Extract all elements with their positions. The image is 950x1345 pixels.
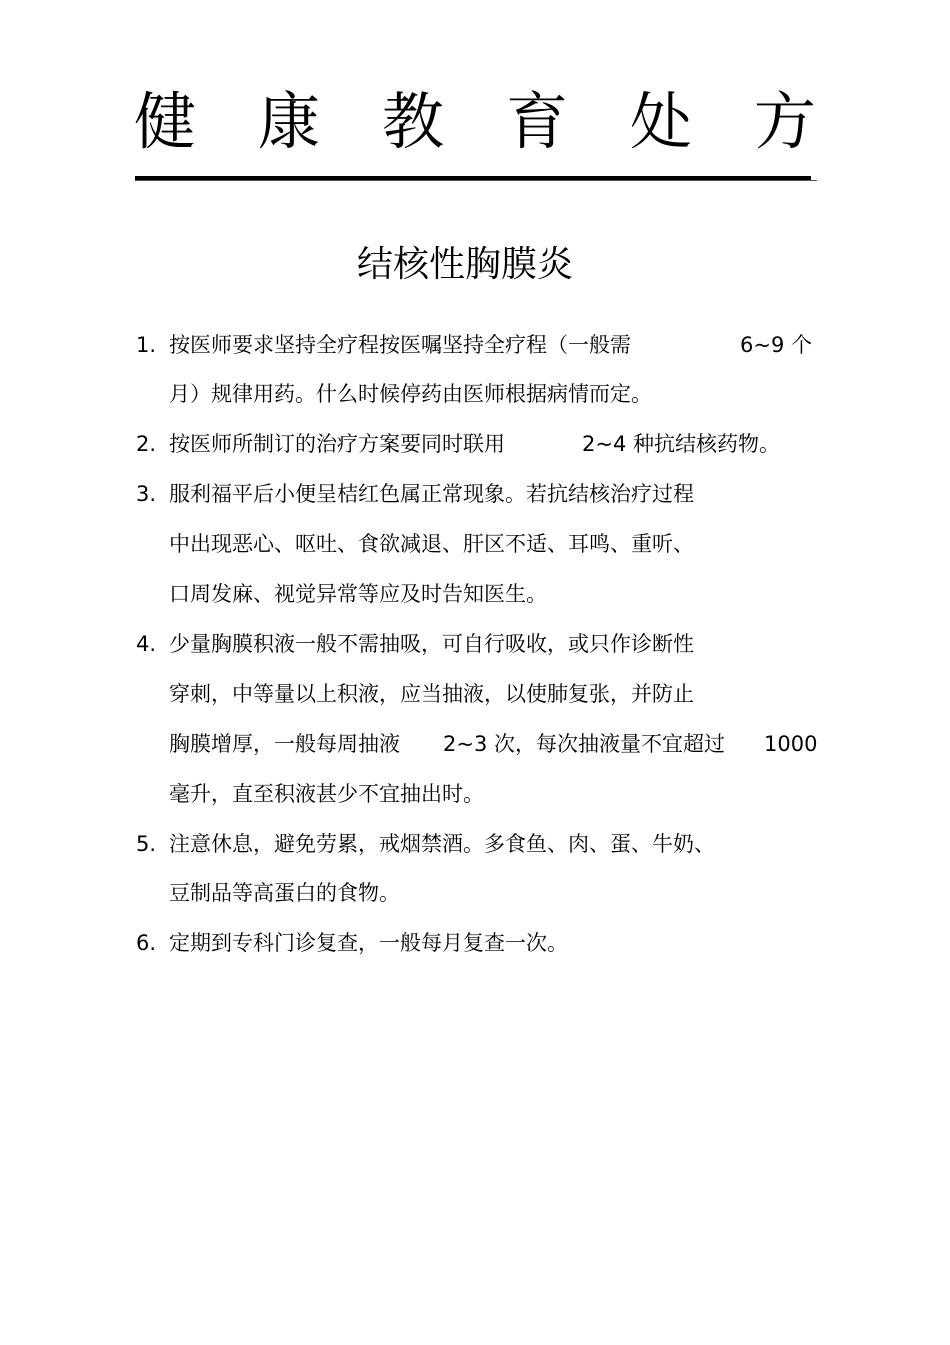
item-text-line: 口周发麻、视觉异常等应及时告知医生。 [169,582,547,606]
title-char: 健 [134,85,197,158]
item-text-line: 中出现恶心、呕吐、食欲减退、肝区不适、耳鸣、重听、 [169,532,694,556]
item-text-line: 胸膜增厚，一般每周抽液 [169,732,400,756]
item-text-line: 服利福平后小便呈桔红色属正常现象。若抗结核治疗过程 [169,482,694,506]
page-title [134,84,816,160]
title-char: 方 [753,85,816,158]
item-text-line: 1000 [764,732,818,756]
title-char: 育 [505,85,568,158]
item-number: 3. [136,482,157,506]
item-text-line: 月）规律用药。什么时候停药由医师根据病情而定。 [169,382,652,406]
item-text-line: 定期到专科门诊复查，一般每月复查一次。 [169,931,568,955]
item-text-line: 豆制品等高蛋白的食物。 [169,881,400,905]
item-text-line: 穿刺，中等量以上积液，应当抽液，以使肺复张，并防止 [169,682,694,706]
item-number: 5. [136,832,157,856]
document-subtitle: 结核性胸膜炎 [356,244,573,285]
item-number: 6. [136,931,157,955]
item-number: 4. [136,632,157,656]
title-char: 处 [629,85,692,158]
title-char: 康 [257,85,320,158]
item-text-line: 少量胸膜积液一般不需抽吸，可自行吸收，或只作诊断性 [169,632,694,656]
title-char: 教 [381,85,444,158]
item-text-line: 按医师要求坚持全疗程按医嘱坚持全疗程（一般需 [169,333,631,357]
item-text-line: 2~4 种抗结核药物。 [582,432,780,456]
item-number: 1. [136,333,157,357]
item-text-line: 6~9 个 [740,333,812,357]
item-text-line: 2~3 次，每次抽液量不宜超过 [443,732,725,756]
item-text-line: 毫升，直至积液甚少不宜抽出时。 [169,782,484,806]
title-divider-thin [135,180,817,181]
item-number: 2. [136,432,157,456]
item-text-line: 按医师所制订的治疗方案要同时联用 [169,432,505,456]
item-text-line: 注意休息，避免劳累，戒烟禁酒。多食鱼、肉、蛋、牛奶、 [169,832,715,856]
